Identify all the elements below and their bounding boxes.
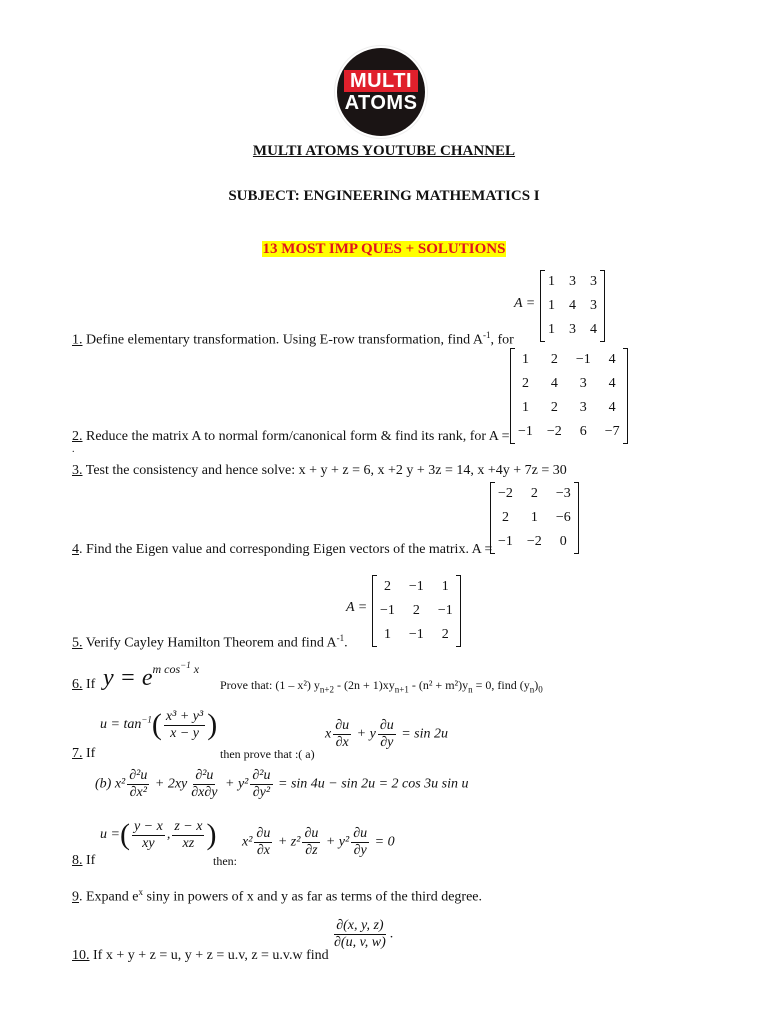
q5-cell: −1 [408, 579, 424, 594]
q5-cell: 1 [383, 627, 391, 642]
q7-u-equation: $u = \tan^{-1}$( $\frac{\text{x³ + y³}}{x - y}$ ) [100, 708, 218, 741]
q7-part-a-equation: x $\frac{\partial u}{\partial x}$ + y $\frac{\partial u}{\partial y}$ = sin 2u [325, 718, 449, 750]
q1-lhs: A = [514, 296, 536, 311]
q2-cell: 2 [550, 352, 558, 367]
q5-cell: −1 [380, 603, 395, 618]
q5-cell: 1 [441, 579, 449, 594]
q2-dot: . [72, 444, 75, 455]
q2-cell: 6 [579, 424, 587, 439]
question-10: 10. If x + y + z = u, y + z = u.v, z = u.v.w find [72, 948, 329, 963]
subject-heading: SUBJECT: ENGINEERING MATHEMATICS I [228, 188, 540, 204]
q2-cell: 1 [521, 352, 529, 367]
question-8: 8. If [72, 853, 96, 868]
q7-then: then prove that :( a) [220, 747, 315, 761]
q8-u-equation: u =( $\frac{y - x}{xy}$ , $\frac{z - x}{xz}$ ) [100, 818, 217, 851]
q2-cell: 1 [521, 400, 529, 415]
q1-row [541, 318, 605, 342]
q5-cell: −1 [408, 627, 424, 642]
q7-part-b-equation: (b) x² $\frac{\text{∂²u}}{\text{∂x²}}$ + 2xy $\frac{\text{∂²u}}{\partial x\partial y}$ + y² $\frac{\text{∂²u}}{\text{∂y²}}$ = sin 4u − sin 2u = 2 cos 3u sin u [95, 768, 469, 800]
q2-row [511, 348, 628, 372]
q5-cell: 2 [441, 627, 449, 642]
q2-cell: 4 [550, 376, 558, 391]
q2-cell: −1 [518, 424, 533, 439]
highlight-text: 13 MOST IMP QUES + SOLUTIONS [262, 241, 506, 257]
q4-cell: −6 [555, 510, 571, 525]
q2-row [511, 372, 628, 396]
q1-cell: 3 [590, 274, 597, 289]
q2-cell: −2 [546, 424, 562, 439]
question-9: 9. Expand $e^x$ siny in powers of x and y as far as terms of the third degree. [72, 887, 482, 905]
q1-cell: 3 [590, 298, 597, 313]
q4-cell: 2 [530, 486, 538, 501]
q4-row [491, 482, 579, 506]
question-1: 1. Define elementary transformation. Using E-row transformation, find $A^{-1}$, for [72, 330, 514, 348]
q10-jacobian: $\frac{\partial(x, y, z)}{\partial(u, v, w)}$ . [334, 918, 394, 950]
question-4: 4. Find the Eigen value and corresponding Eigen vectors of the matrix. A = [72, 542, 493, 557]
q5-cell: 2 [412, 603, 420, 618]
question-5: 5. Verify Cayley Hamilton Theorem and find $A^{-1}$. [72, 633, 348, 651]
q5-cell: 2 [383, 579, 391, 594]
q1-cell: 4 [590, 322, 597, 337]
q2-row [511, 420, 628, 444]
q5-row [373, 575, 461, 599]
q4-cell: −2 [526, 534, 542, 549]
q4-matrix [490, 482, 579, 554]
q1-cell: 4 [569, 298, 576, 313]
q1-row [541, 294, 605, 318]
highlight-heading [0, 241, 768, 258]
q2-matrix [510, 348, 628, 444]
q8-then: then: [213, 854, 237, 868]
q4-cell: −1 [498, 534, 513, 549]
q5-row [373, 599, 461, 623]
q1-cell: 1 [548, 322, 555, 337]
q4-cell: 1 [530, 510, 538, 525]
logo-line1: MULTI [344, 70, 418, 92]
q6-prove: Prove that: (1 – x²) $y_{n+2} - (2n + 1)xy_{n+1} - (n^2 + m^2)y_n = 0$, find $(y_n)_0$ [220, 678, 543, 695]
q2-cell: −1 [575, 352, 591, 367]
question-3: 3. Test the consistency and hence solve: x + y + z = 6, x +2 y + 3z = 14, x +4y + 7z = 30 [72, 463, 567, 478]
q4-row [491, 506, 579, 530]
q4-cell: 2 [501, 510, 509, 525]
q5-matrix [372, 575, 461, 647]
q2-cell: −7 [604, 424, 620, 439]
q4-cell: −3 [555, 486, 571, 501]
q2-row [511, 396, 628, 420]
q2-cell: 4 [608, 376, 616, 391]
q1-cell: 1 [548, 274, 555, 289]
logo-line2: ATOMS [344, 92, 418, 114]
q2-cell: 2 [550, 400, 558, 415]
q2-cell: 4 [608, 400, 616, 415]
q5-lhs: A = [346, 600, 368, 615]
q8-equation: x² $\frac{\partial u}{\partial x}$ + z² $\frac{\partial u}{\partial z}$ + y² $\frac{\partial u}{\partial y}$ = 0 [242, 826, 395, 858]
q6-equation: y = em $\cos^{-1} x$ [103, 660, 200, 691]
question-2: 2. Reduce the matrix A to normal form/canonical form & find its rank, for A = [72, 429, 510, 444]
q5-cell: −1 [437, 603, 453, 618]
multi-atoms-logo [337, 48, 425, 136]
q2-cell: 2 [521, 376, 529, 391]
q2-cell: 3 [579, 376, 587, 391]
q4-row [491, 530, 579, 554]
question-7: 7. If [72, 746, 96, 761]
q1-row [541, 270, 605, 294]
channel-heading: MULTI ATOMS YOUTUBE CHANNEL [252, 143, 516, 159]
q2-cell: 4 [608, 352, 616, 367]
q5-row [373, 623, 461, 647]
question-6: 6. If [72, 677, 96, 692]
q1-cell: 3 [569, 274, 576, 289]
q1-matrix [540, 270, 605, 342]
q1-cell: 3 [569, 322, 576, 337]
q2-cell: 3 [579, 400, 587, 415]
q4-cell: −2 [498, 486, 513, 501]
q1-cell: 1 [548, 298, 555, 313]
q4-cell: 0 [559, 534, 567, 549]
